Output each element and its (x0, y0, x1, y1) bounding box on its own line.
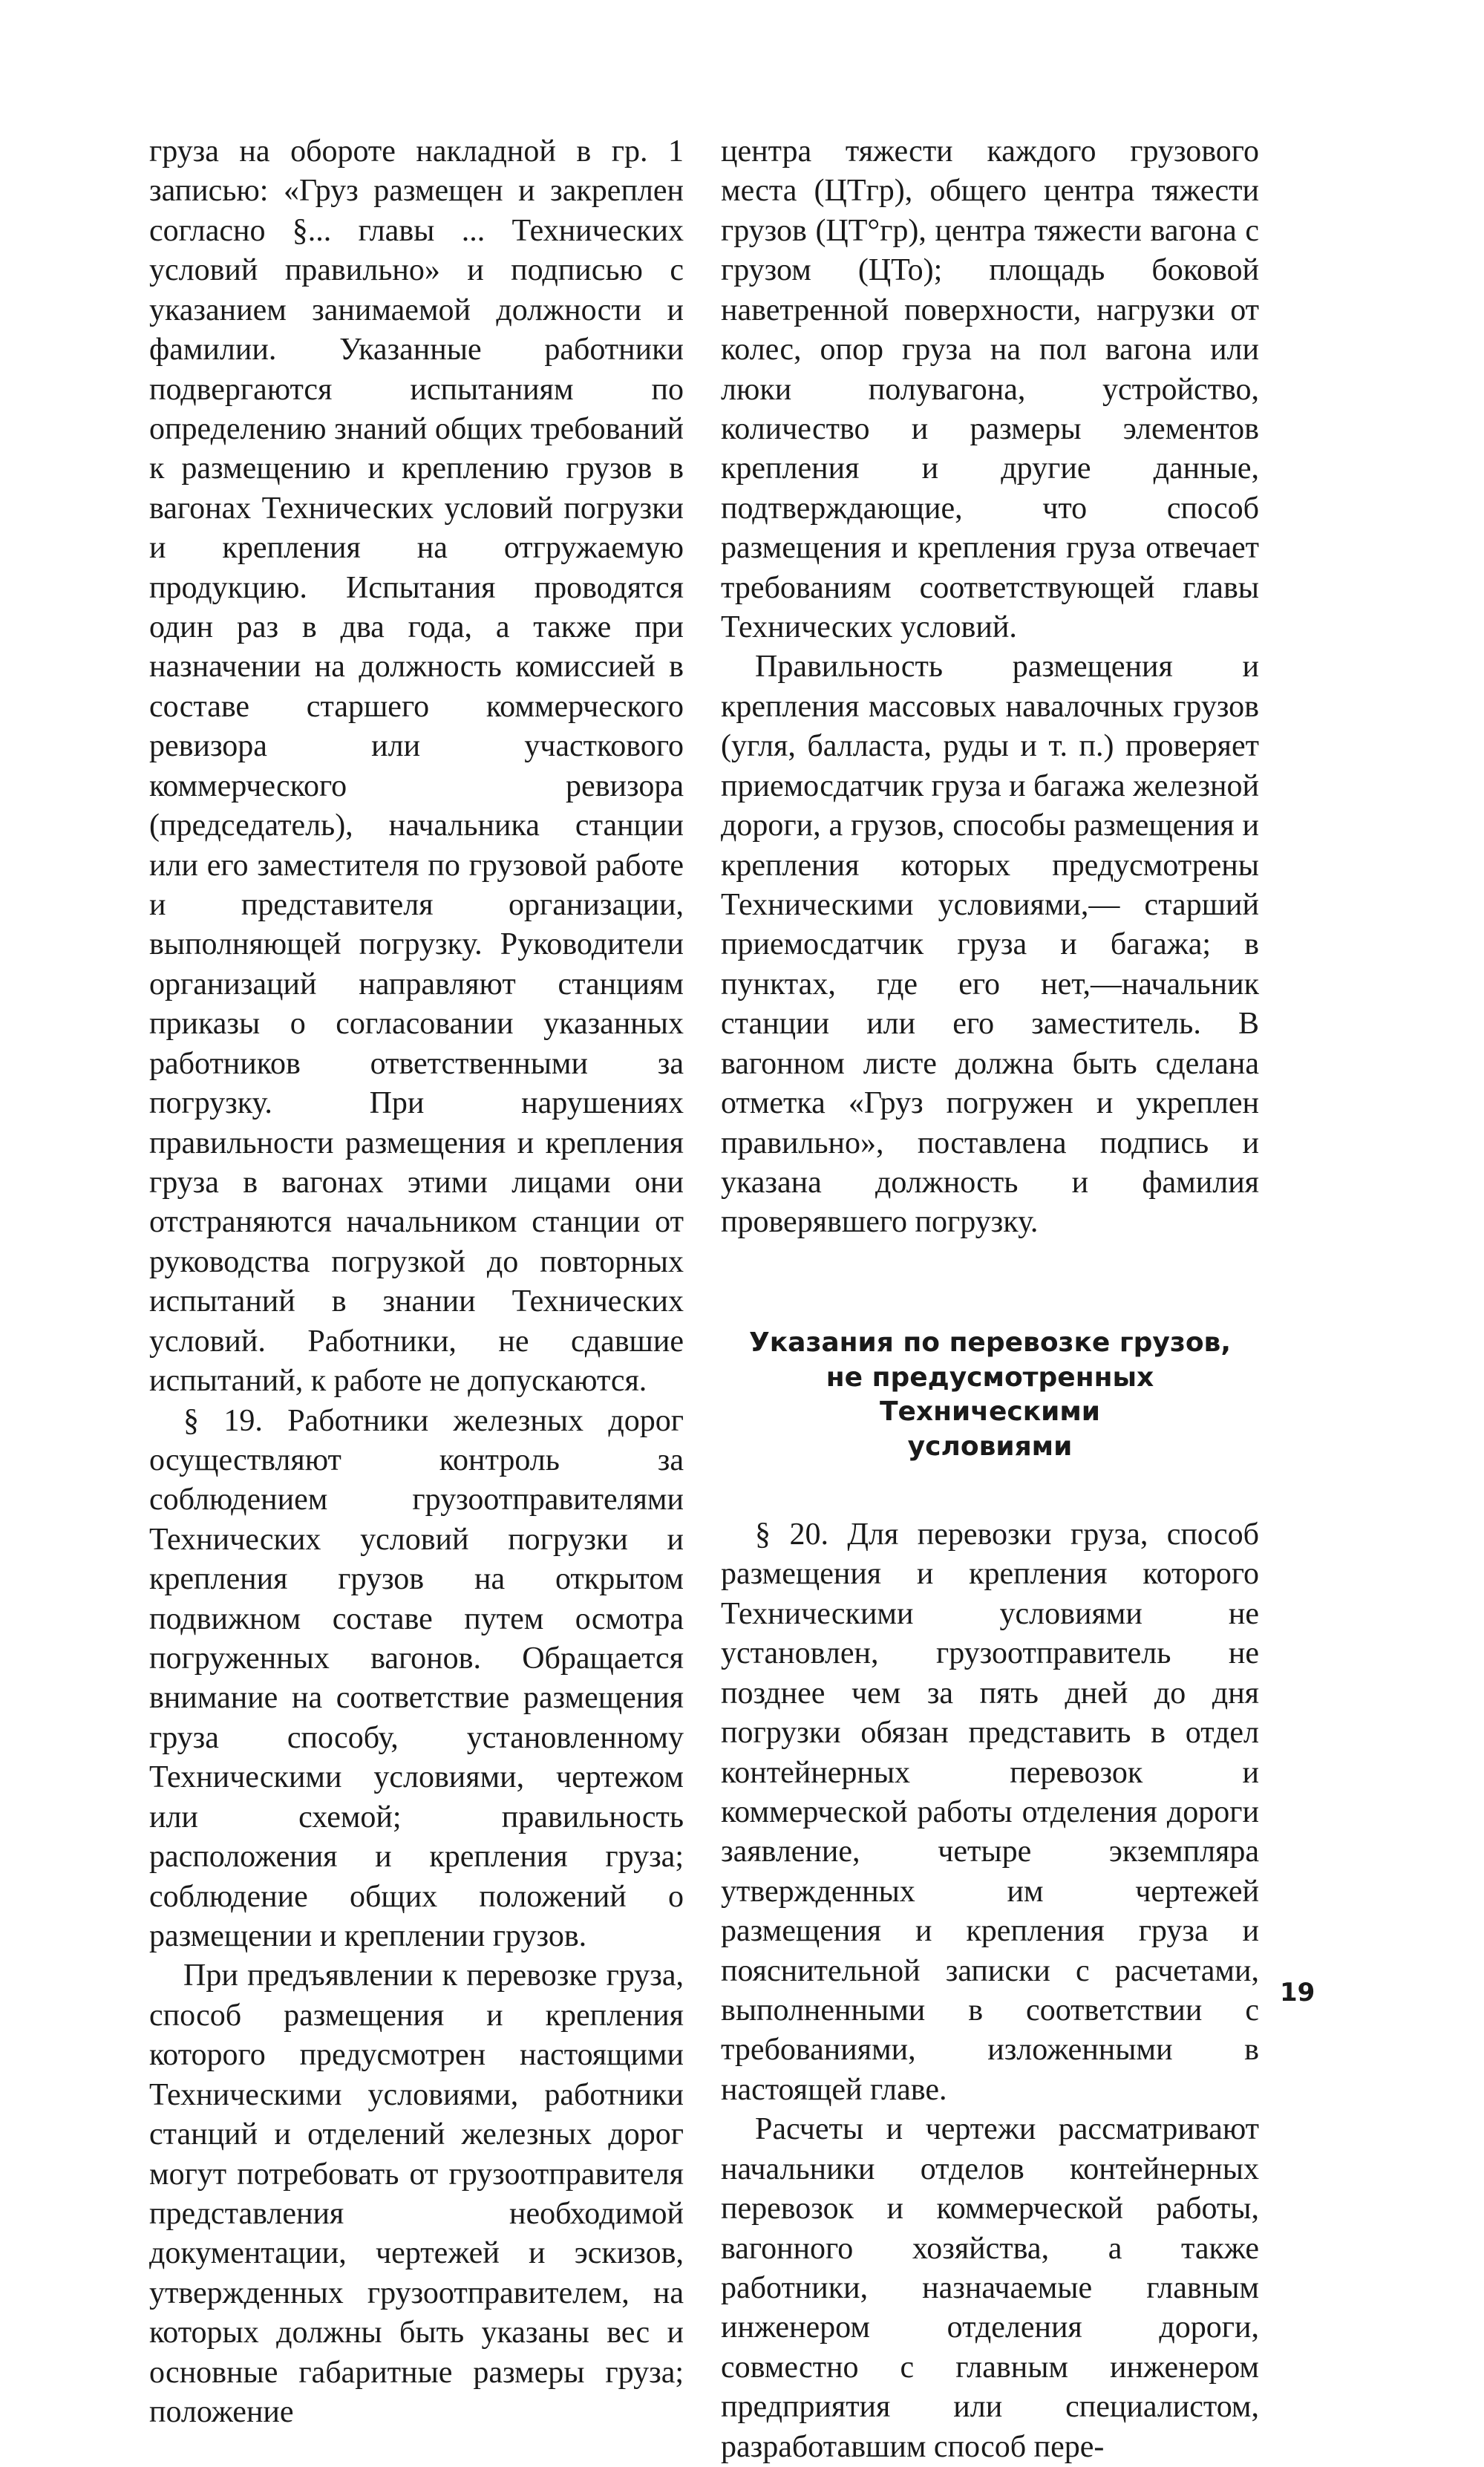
right-column (721, 132, 1259, 2467)
section-heading (721, 1326, 1259, 1465)
paragraph-documentation-request: При предъявлении к перевозке груза, способ размещения и крепления которого предусмотрен настоящими Техническими условиями, работники станций и отделений железных дорог могут потребовать от грузоотправителя представления необходимой документации, чертежей и эскизов, утвержденных грузоотправителем, на которых должны быть указаны вес и основные габаритные размеры груза; положение (149, 1958, 684, 2430)
page-number: 19 (1280, 1978, 1315, 2007)
section-heading-line: не предусмотренных Техническими (826, 1362, 1154, 1428)
paragraph-section-19: § 19. Работники железных дорог осуществляют контроль за соблюдением грузоотправителями Технических условий погрузки и крепления грузов на открытом подвижном составе путем осмотра погруженных вагонов. Обращается внимание на соответствие размещения груза способу, установленному Техническими условиями, чертежом или схемой; правильность расположения и крепления груза; соблюдение общих положений о размещении и креплении грузов. (149, 1403, 684, 1953)
paragraph-bulk-cargo-check: Правильность размещения и крепления массовых навалочных грузов (угля, балласта, руды и т. п.) проверяет приемосдатчик груза и багажа железной дороги, а грузов, способы размещения и крепления которых предусмотрены Техническими условиями,— старший приемосдатчик груза и багажа; в пунктах, где его нет,—начальник станции или его заместитель. В вагонном листе должна быть сделана отметка «Груз погружен и укреплен правильно», поставлена подпись и указана должность и фамилия проверявшего погрузку. (721, 650, 1259, 1240)
paragraph-section-20: § 20. Для перевозки груза, способ размещения и крепления которого Техническими условиями не установлен, грузоотправитель не позднее чем за пять дней до дня погрузки обязан представить в отдел контейнерных перевозок и коммерческой работы отделения дороги заявление, четыре экземпляра утвержденных им чертежей размещения и крепления груза и пояснительной записки с расчетами, выполненными в соответствии с требованиями, изложенными в настоящей главе. (721, 1517, 1259, 2107)
section-heading-line: условиями (907, 1431, 1073, 1463)
paragraph-review-of-drawings: Расчеты и чертежи рассматривают начальники отделов контейнерных перевозок и коммерческой работы, вагонного хозяйства, а также работники, назначаемые главным инженером отделения дороги, совместно с главным инженером предприятия или специалистом, разработавшим способ пере- (721, 2112, 1259, 2464)
paragraph-continuation: груза на обороте накладной в гр. 1 записью: «Груз размещен и закреплен согласно §... главы ... Технических условий правильно» и подписью с указанием занимаемой должности и фамилии. Указанные работники подвергаются испытаниям по определению знаний общих требований к размещению и креплению грузов в вагонах Технических условий погрузки и крепления на отгружаемую продукцию. Испытания проводятся один раз в два года, а также при назначении на должность комиссией в составе старшего коммерческого ревизора или участкового коммерческого ревизора (председатель), начальника станции или его заместителя по грузовой работе и представителя организации, выполняющей погрузку. Руководители организаций направляют станциям приказы о согласовании указанных работников ответственными за погрузку. При нарушениях правильности размещения и крепления груза в вагонах этими лицами они отстраняются начальником станции от руководства погрузкой до повторных испытаний в знании Технических условий. Работники, не сдавшие испытаний, к работе не допускаются. (149, 134, 684, 1399)
section-heading-line: Указания по перевозке грузов, (748, 1327, 1232, 1358)
paragraph-center-of-gravity: центра тяжести каждого грузового места (ЦТгр), общего центра тяжести грузов (ЦТ°гр), центра тяжести вагона с грузом (ЦТо); площадь боковой наветренной поверхности, нагрузки от колес, опор груза на пол вагона или люки полувагона, устройство, количество и размеры элементов крепления и другие данные, подтверждающие, что способ размещения и крепления груза отвечает требованиям соответствующей главы Технических условий. (721, 134, 1259, 645)
left-column (149, 132, 684, 2432)
